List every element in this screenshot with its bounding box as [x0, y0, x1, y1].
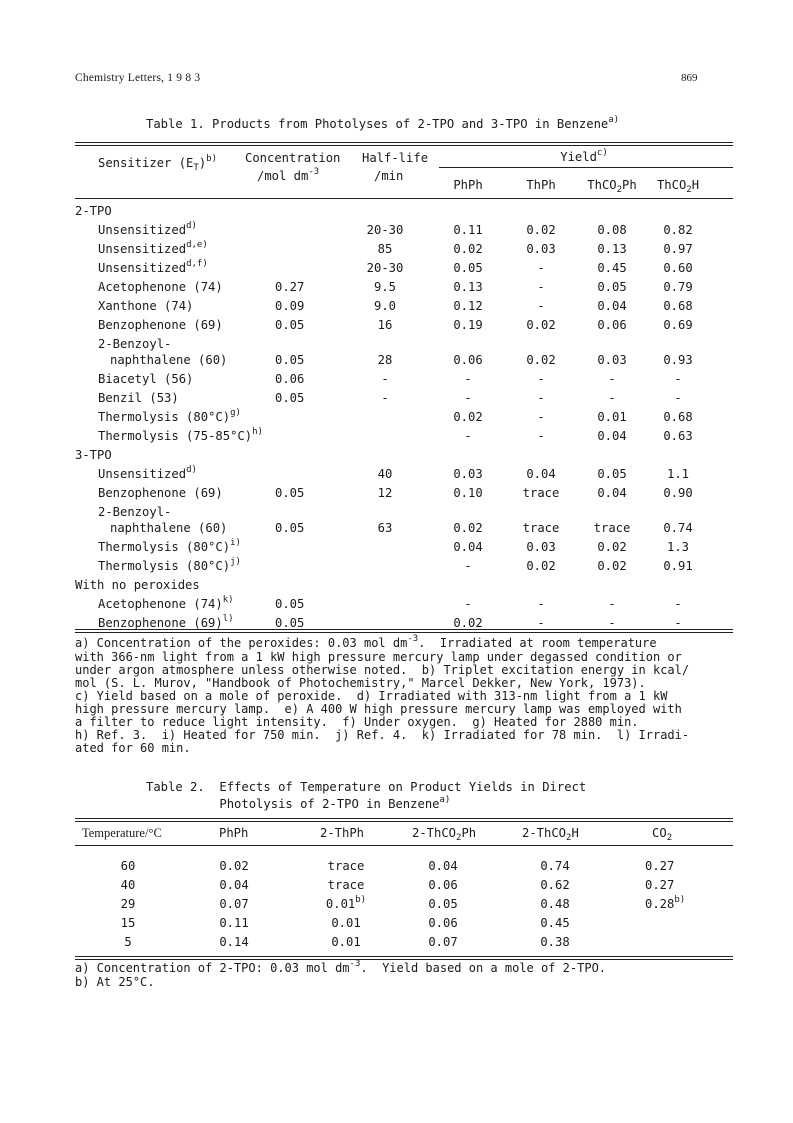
table1-cell-phph: 0.12 [453, 299, 483, 313]
table1-cell-phph: 0.10 [453, 486, 483, 500]
table1-row-label: Unsensitized$^{d,e)}$ [98, 240, 208, 256]
table1-cell-thco2ph: 0.03 [597, 353, 627, 367]
table1-cell-thph: - [537, 261, 545, 275]
table1-row-label: Thermolysis $(75-85^\circ C)^{h)}$ [98, 427, 263, 443]
table2-header-rule [75, 845, 733, 846]
table1-cell-thph: 0.03 [526, 242, 556, 256]
t1-header-yield: Yield$^{c)}$ [560, 148, 608, 164]
t1-header-phph: PhPh [453, 178, 483, 192]
table2-cell-phph: 0.02 [219, 859, 249, 873]
table1-cell-thco2ph: 0.05 [597, 280, 627, 294]
table2-cell-thph: trace [327, 859, 365, 873]
table1-cell-thco2ph: 0.13 [597, 242, 627, 256]
t1-header-thco2ph: ThCO$_2$Ph [587, 178, 637, 195]
table1-cell-thco2h: 0.82 [663, 223, 693, 237]
table1-row-label: 2-Benzoyl- [98, 505, 172, 519]
table2-cell-phph: 0.14 [219, 935, 249, 949]
table1-cell-phph: 0.02 [453, 616, 483, 630]
table2-cell-thco2h: 0.45 [540, 916, 570, 930]
table1-cell-thco2ph: 0.02 [597, 540, 627, 554]
table1-cell-thco2ph: trace [593, 521, 631, 535]
table1-cell-thph: - [537, 280, 545, 294]
table1-cell-half-life: 28 [377, 353, 393, 367]
t1-footnote-line: mol (S. L. Murov, "Handbook of Photochemistry," Marcel Dekker, New York, 1973). [75, 676, 646, 690]
table1-row-label: Thermolysis $(80^\circ C)^{j)}$ [98, 557, 241, 573]
table1-row-label: Benzophenone $(69)^{l)}$ [98, 614, 234, 630]
running-head: Chemistry Letters, 1 9 8 3 [75, 72, 201, 84]
table1-cell-thco2ph: - [608, 372, 616, 386]
table1-cell-phph: 0.02 [453, 521, 483, 535]
table1-header-rule [75, 198, 733, 199]
table1-cell-thco2h: 0.60 [663, 261, 693, 275]
table1-cell-conc: 0.05 [275, 353, 305, 367]
t1-footnote-line: with 366-nm light from a 1 kW high pressure mercury lamp under degassed condition or [75, 650, 682, 664]
table1-cell-conc: 0.05 [275, 391, 305, 405]
table1-cell-thph: 0.04 [526, 467, 556, 481]
table1-cell-phph: 0.03 [453, 467, 483, 481]
table1-cell-thco2ph: - [608, 616, 616, 630]
table2-caption: Table 2. Effects of Temperature on Product Yields in Direct Photolysis of 2-TPO in Benzene$^{a)}$ [146, 780, 587, 811]
table1-cell-thph: 0.02 [526, 318, 556, 332]
table1-row-label: Unsensitized$^{d)}$ [98, 465, 197, 481]
table2-cell-temp: 40 [120, 878, 136, 892]
t1-footnote-line: a) Concentration of the peroxides: 0.03 mol $dm^{-3}$. Irradiated at room temperature [75, 634, 657, 650]
table1-row-label: Biacetyl (56) [98, 372, 194, 386]
table1-top-rule [75, 142, 733, 146]
t1-footnote-line: ated for 60 min. [75, 741, 191, 755]
table2-cell-temp: 5 [124, 935, 132, 949]
t1-header-thph: ThPh [526, 178, 556, 192]
table2-cell-thco2h: 0.38 [540, 935, 570, 949]
table2-cell-thco2h: 0.48 [540, 897, 570, 911]
table2-cell-phph: 0.11 [219, 916, 249, 930]
table1-cell-conc: 0.05 [275, 597, 305, 611]
table1-cell-phph: 0.02 [453, 410, 483, 424]
t1-header-half-2: /min [374, 169, 404, 183]
table1-cell-thco2ph: 0.01 [597, 410, 627, 424]
table1-row-label: Benzophenone (69) [98, 318, 223, 332]
table1-group-label: 3-TPO [75, 448, 112, 462]
t1-header-half-1: Half-life [362, 151, 429, 165]
table1-cell-thph: - [537, 429, 545, 443]
table1-cell-thco2h: 0.69 [663, 318, 693, 332]
table1-cell-phph: 0.06 [453, 353, 483, 367]
table1-cell-conc: 0.05 [275, 521, 305, 535]
table1-cell-thco2ph: 0.05 [597, 467, 627, 481]
table1-row-label: Acetophenone $(74)^{k)}$ [98, 595, 234, 611]
t2-header-thco2ph: 2-ThCO$_2$Ph [412, 826, 477, 843]
t2-header-thco2h: 2-ThCO$_2$H [522, 826, 579, 843]
table1-row-label: Benzophenone (69) [98, 486, 223, 500]
table1-row-label: Unsensitized$^{d)}$ [98, 221, 197, 237]
table1-cell-thco2ph: 0.02 [597, 559, 627, 573]
table2-cell-temp: 29 [120, 897, 136, 911]
table1-cell-thco2h: 0.91 [663, 559, 693, 573]
table1-cell-half-life: 63 [377, 521, 393, 535]
table1-row-label: 2-Benzoyl- [98, 337, 172, 351]
table1-cell-conc: 0.05 [275, 486, 305, 500]
table2-bottom-rule [75, 956, 733, 960]
table1-cell-thco2ph: 0.45 [597, 261, 627, 275]
table1-row-label: Xanthone (74) [98, 299, 194, 313]
table1-cell-phph: - [464, 391, 472, 405]
table1-cell-phph: 0.02 [453, 242, 483, 256]
table1-cell-thco2h: 1.3 [666, 540, 690, 554]
table1-cell-phph: - [464, 372, 472, 386]
table2-cell-thph: 0.01 [331, 935, 361, 949]
table2-cell-thph: 0.01$^{b)}$ [325, 895, 367, 911]
table2-cell-thco2ph: 0.06 [428, 878, 458, 892]
table2-cell-temp: 60 [120, 859, 136, 873]
table1-cell-thco2ph: - [608, 391, 616, 405]
t1-footnote-line: a filter to reduce light intensity. f) Under oxygen. g) Heated for 2880 min. [75, 715, 639, 729]
table2-cell-thco2h: 0.62 [540, 878, 570, 892]
table2-cell-phph: 0.04 [219, 878, 249, 892]
t1-footnote-line: h) Ref. 3. i) Heated for 750 min. j) Ref. 4. k) Irradiated for 78 min. l) Irradi- [75, 728, 690, 742]
table1-cell-thco2h: - [674, 616, 682, 630]
table1-cell-thco2h: 0.68 [663, 299, 693, 313]
table1-cell-thco2ph: 0.04 [597, 299, 627, 313]
table2-cell-thco2ph: 0.07 [428, 935, 458, 949]
table1-cell-thph: - [537, 391, 545, 405]
table1-cell-conc: 0.05 [275, 616, 305, 630]
table1-cell-thph: - [537, 616, 545, 630]
table1-row-label: Unsensitized$^{d,f)}$ [98, 259, 208, 275]
table1-cell-thph: 0.02 [526, 223, 556, 237]
table1-cell-thco2ph: 0.04 [597, 429, 627, 443]
table1-yield-rule [439, 167, 733, 168]
table1-cell-thco2h: 0.90 [663, 486, 693, 500]
table2-top-rule [75, 818, 733, 822]
table1-cell-thco2ph: 0.04 [597, 486, 627, 500]
table1-cell-conc: 0.05 [275, 318, 305, 332]
table1-cell-phph: 0.05 [453, 261, 483, 275]
table1-cell-thco2ph: - [608, 597, 616, 611]
table1-cell-thph: trace [522, 486, 560, 500]
table1-cell-conc: 0.09 [275, 299, 305, 313]
table1-cell-thco2h: - [674, 391, 682, 405]
table1-cell-phph: 0.19 [453, 318, 483, 332]
table1-cell-half-life: 20-30 [366, 261, 404, 275]
t2-header-phph: PhPh [219, 826, 249, 840]
table1-cell-thco2h: - [674, 372, 682, 386]
t1-footnote-line: under argon atmosphere unless otherwise noted. b) Triplet excitation energy in kcal/ [75, 663, 690, 677]
table1-cell-thco2h: - [674, 597, 682, 611]
table1-cell-thph: 0.02 [526, 353, 556, 367]
table1-cell-half-life: - [381, 372, 389, 386]
table1-cell-half-life: 20-30 [366, 223, 404, 237]
table1-cell-phph: 0.13 [453, 280, 483, 294]
table1-cell-thco2h: 0.74 [663, 521, 693, 535]
table2-cell-thph: 0.01 [331, 916, 361, 930]
t2-footnote-a: a) Concentration of 2-TPO: 0.03 mol $dm^{-3}$. Yield based on a mole of 2-TPO. [75, 959, 607, 975]
table1-cell-half-life: 16 [377, 318, 393, 332]
t1-header-sensitizer: Sensitizer $(E_T)^{b)}$ [98, 154, 217, 173]
table1-cell-half-life: 9.0 [373, 299, 397, 313]
table1-cell-half-life: 9.5 [373, 280, 397, 294]
table1-cell-phph: 0.11 [453, 223, 483, 237]
table1-cell-thph: - [537, 299, 545, 313]
t1-header-conc-2: /mol $dm^{-3}$ [257, 167, 320, 183]
table1-cell-phph: 0.04 [453, 540, 483, 554]
t1-header-thco2h: ThCO$_2$H [656, 178, 700, 195]
t2-header-thph: 2-ThPh [320, 826, 365, 840]
table1-row-label-cont: naphthalene (60) [110, 353, 228, 367]
table2-cell-phph: 0.07 [219, 897, 249, 911]
t1-footnote-line: c) Yield based on a mole of peroxide. d) Irradiated with 313-nm light from a 1 kW [75, 689, 668, 703]
table2-cell-temp: 15 [120, 916, 136, 930]
table1-group-label: 2-TPO [75, 204, 112, 218]
table1-cell-half-life: 40 [377, 467, 393, 481]
table1-cell-thph: 0.02 [526, 559, 556, 573]
table1-row-label: Thermolysis $(80^\circ C)^{i)}$ [98, 538, 241, 554]
table1-cell-thco2h: 0.63 [663, 429, 693, 443]
table1-cell-half-life: 12 [377, 486, 393, 500]
table2-cell-thco2ph: 0.06 [428, 916, 458, 930]
table1-cell-thph: - [537, 410, 545, 424]
table1-row-label-cont: naphthalene (60) [110, 521, 228, 535]
t2-header-co2: $CO_2$ [652, 826, 673, 843]
table1-group-label: With no peroxides [75, 578, 200, 592]
table1-cell-conc: 0.06 [275, 372, 305, 386]
table1-cell-thph: trace [522, 521, 560, 535]
table1-caption: Table 1. Products from Photolyses of 2-TPO and 3-TPO in Benzene$^{a)}$ [146, 115, 620, 131]
table1-cell-phph: - [464, 429, 472, 443]
table1-row-label: Acetophenone (74) [98, 280, 223, 294]
table1-row-label: Benzil (53) [98, 391, 179, 405]
table1-cell-thco2h: 0.93 [663, 353, 693, 367]
table1-row-label: Thermolysis $(80^\circ C)^{g)}$ [98, 408, 241, 424]
table2-cell-co2: 0.28$^{b)}$ [645, 895, 686, 911]
table2-cell-co2: 0.27 [645, 878, 675, 892]
table1-cell-thco2ph: 0.08 [597, 223, 627, 237]
table1-cell-thco2h: 1.1 [666, 467, 690, 481]
table1-cell-conc: 0.27 [275, 280, 305, 294]
table2-cell-thco2h: 0.74 [540, 859, 570, 873]
table2-cell-thph: trace [327, 878, 365, 892]
table1-cell-half-life: - [381, 391, 389, 405]
table1-cell-half-life: 85 [377, 242, 393, 256]
table2-cell-thco2ph: 0.05 [428, 897, 458, 911]
t2-header-temp: Temperature/°C [82, 826, 162, 840]
table1-cell-thph: - [537, 372, 545, 386]
table1-cell-thco2h: 0.79 [663, 280, 693, 294]
table1-cell-phph: - [464, 559, 472, 573]
table1-cell-phph: - [464, 597, 472, 611]
t1-header-conc-1: Concentration [245, 151, 341, 165]
table2-cell-thco2ph: 0.04 [428, 859, 458, 873]
table1-cell-thph: 0.03 [526, 540, 556, 554]
t1-footnote-line: high pressure mercury lamp. e) A 400 W high pressure mercury lamp was employed with [75, 702, 682, 716]
t2-footnote-b: b) At 25°C. [75, 975, 155, 989]
table1-cell-thph: - [537, 597, 545, 611]
table1-cell-thco2h: 0.68 [663, 410, 693, 424]
table1-cell-thco2h: 0.97 [663, 242, 693, 256]
table1-cell-thco2ph: 0.06 [597, 318, 627, 332]
page-number: 869 [681, 72, 698, 84]
table2-cell-co2: 0.27 [645, 859, 675, 873]
